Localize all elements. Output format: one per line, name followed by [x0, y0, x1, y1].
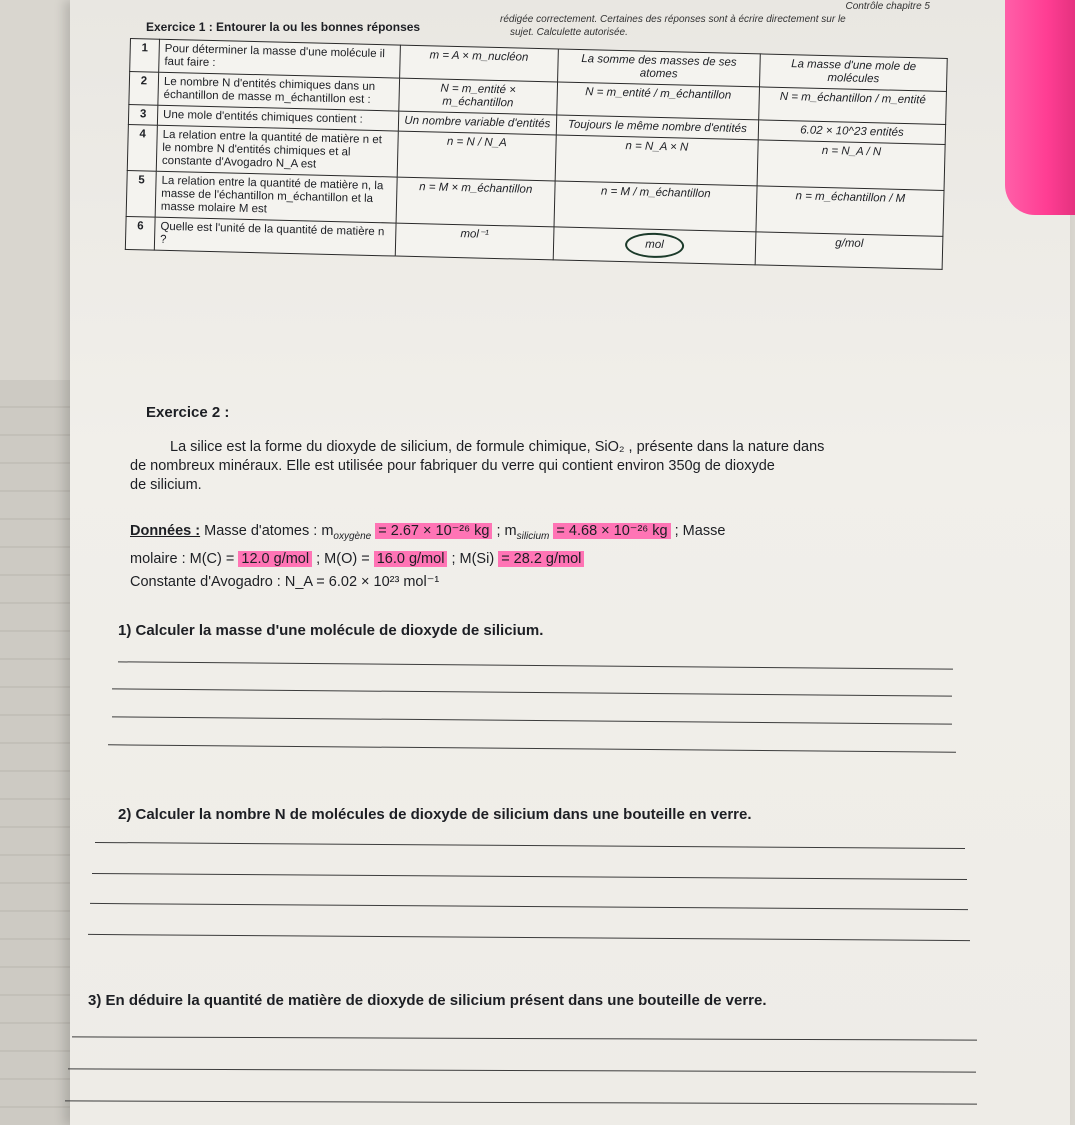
answer-option-b[interactable] — [555, 135, 759, 186]
row-question-text: Pour déterminer la masse d'une molécule il faut faire : — [164, 42, 385, 70]
avogadro-line: Constante d'Avogadro : N_A = 6.02 × 10²³ mol⁻¹ — [130, 573, 440, 590]
row-number — [129, 72, 159, 106]
row-question-text: La relation entre la quantité de matière n et le nombre N d'entités chimiques et al constante d'Avogadro N_A est — [161, 128, 383, 171]
row-question — [156, 125, 398, 177]
sep2: ; M(O) = — [312, 550, 374, 567]
answer-option-c[interactable] — [755, 232, 943, 270]
answer-option-b[interactable] — [553, 227, 756, 265]
sep1: ; m — [492, 523, 517, 539]
m-silicium: = 4.68 × 10⁻²⁶ kg — [553, 523, 670, 539]
question-2: 2) Calculer la nombre N de molécules de dioxyde de silicium dans une bouteille en verre. — [118, 806, 752, 823]
notebook-edge — [0, 380, 70, 1125]
data-molar-line — [130, 548, 960, 571]
header-line3: sujet. Calculette autorisée. — [510, 27, 628, 38]
row-question — [154, 217, 396, 256]
row-question-text: Le nombre N d'entités chimiques dans un échantillon de masse m_échantillon est : — [163, 75, 376, 106]
answer-option-a[interactable] — [400, 45, 558, 82]
qcm-table — [125, 38, 948, 270]
row-number-text: 5 — [138, 174, 145, 187]
question-3: 3) En déduire la quantité de matière de dioxyde de silicium présent dans une bouteille de verre. — [88, 992, 767, 1009]
answer-option-c[interactable] — [756, 186, 944, 237]
answer-option-b[interactable] — [554, 181, 758, 232]
sub-silicium: silicium — [516, 530, 550, 542]
answer-option-c[interactable] — [759, 87, 947, 125]
answer-option-a-text: N = m_entité × m_échantillon — [440, 82, 517, 110]
exercise2-intro — [130, 438, 960, 495]
answer-option-c-text: n = N_A / N — [821, 144, 882, 159]
row-question-text: Une mole d'entités chimiques contient : — [162, 108, 363, 126]
answer-option-b-text: n = M / m_échantillon — [600, 185, 711, 201]
answer-option-c-text: g/mol — [835, 237, 864, 250]
answer-option-c-text: N = m_échantillon / m_entité — [779, 90, 926, 107]
m-oxygene: = 2.67 × 10⁻²⁶ kg — [375, 523, 492, 539]
row-number-text: 2 — [140, 75, 148, 88]
sub-oxygene: oxygène — [333, 530, 372, 542]
answer-option-b-text: N = m_entité / m_échantillon — [585, 86, 732, 102]
answer-option-b-text: mol — [625, 232, 684, 258]
row-number — [127, 124, 157, 171]
answer-option-a-text: n = M × m_échantillon — [419, 181, 533, 196]
masses-prefix: Masse d'atomes : m — [204, 523, 334, 539]
exercise1-title: Exercice 1 : Entourer la ou les bonnes réponses — [146, 20, 421, 34]
header-line1: Contrôle chapitre 5 — [845, 1, 930, 12]
data-masses-line — [130, 520, 960, 548]
exercise2-title: Exercice 2 : — [146, 404, 230, 421]
answer-option-c-text: n = m_échantillon / M — [795, 190, 906, 205]
data-label: Données : — [130, 523, 201, 539]
row-number — [130, 39, 160, 73]
answer-option-c[interactable] — [757, 140, 945, 191]
answer-option-a-text: n = N / N_A — [446, 135, 507, 150]
exercise2-data — [130, 520, 960, 594]
molar-si: = 28.2 g/mol — [498, 551, 584, 567]
masse-suffix: ; Masse — [670, 523, 726, 539]
row-question-text: La relation entre la quantité de matière n, la masse de l'échantillon m_échantillon et la masse molaire M est — [160, 174, 384, 216]
intro-line1: La silice est la forme du dioxyde de silicium, de formule chimique, SiO₂ , présente dans la nature dans — [170, 439, 825, 455]
answer-option-b-text: La somme des masses de ses atomes — [581, 53, 737, 81]
answer-option-a[interactable] — [397, 131, 556, 181]
question-1: 1) Calculer la masse d'une molécule de dioxyde de silicium. — [118, 622, 544, 639]
pink-highlighter — [1005, 0, 1075, 215]
answer-option-a-text: Un nombre variable d'entités — [404, 114, 551, 131]
answer-option-a[interactable] — [395, 223, 553, 260]
answer-option-c[interactable] — [760, 54, 948, 92]
answer-option-b-text: n = N_A × N — [625, 140, 689, 154]
intro-line2: de nombreux minéraux. Elle est utilisée pour fabriquer du verre qui contient environ 350g de dioxyde — [130, 458, 775, 474]
molar-c: 12.0 g/mol — [238, 551, 312, 567]
answer-option-a[interactable] — [399, 78, 557, 115]
row-number-text: 1 — [141, 42, 149, 55]
row-number-text: 4 — [139, 128, 146, 141]
row-question — [155, 171, 397, 223]
row-number-text: 3 — [139, 108, 147, 121]
answer-option-a-text: mol⁻¹ — [460, 228, 489, 241]
answer-option-b[interactable] — [557, 49, 760, 87]
answer-option-a-text: m = A × m_nucléon — [429, 49, 529, 64]
row-number — [126, 170, 156, 217]
row-question-text: Quelle est l'unité de la quantité de matière n ? — [159, 220, 385, 246]
answer-option-b-text: Toujours le même nombre d'entités — [567, 118, 747, 136]
row-number-text: 6 — [137, 220, 144, 233]
row-number — [128, 104, 157, 125]
header-line2: rédigée correctement. Certaines des réponses sont à écrire directement sur le — [500, 14, 846, 25]
row-number — [125, 216, 155, 250]
molar-o: 16.0 g/mol — [374, 551, 448, 567]
answer-option-c-text: La masse d'une mole de molécules — [791, 58, 917, 86]
intro-line3: de silicium. — [130, 477, 202, 493]
header-note — [500, 0, 930, 39]
answer-option-a[interactable] — [396, 177, 555, 227]
answer-option-c-text: 6.02 × 10^23 entités — [800, 124, 904, 139]
sep3: ; M(Si) — [447, 550, 499, 567]
molar-prefix: molaire : M(C) = — [130, 550, 239, 567]
answer-option-b[interactable] — [556, 82, 759, 120]
